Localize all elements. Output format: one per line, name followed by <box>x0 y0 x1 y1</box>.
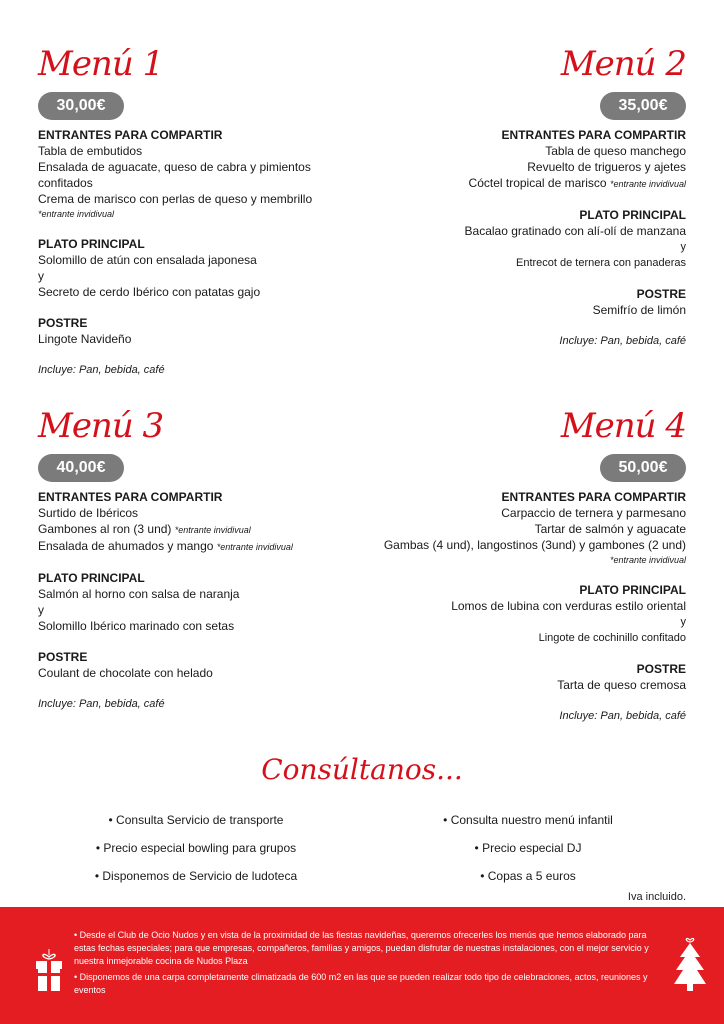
starters-heading: ENTRANTES PARA COMPARTIR <box>501 490 686 504</box>
consult-list-right <box>347 812 709 896</box>
christmas-tree-icon <box>672 937 708 998</box>
dessert-heading: POSTRE <box>38 316 88 330</box>
dish: Cóctel tropical de marisco <box>468 176 607 190</box>
main-heading: PLATO PRINCIPAL <box>579 208 686 222</box>
dish: Semifrío de limón <box>592 303 686 317</box>
footer-paragraph: • Disponemos de una carpa completamente climatizada de 600 m2 en las que se pueden realizar todo tipo de celebraciones, actos, reuniones y eventos <box>74 972 648 995</box>
main-heading: PLATO PRINCIPAL <box>579 583 686 597</box>
includes-text: Incluye: Pan, bebida, café <box>38 698 165 710</box>
individual-note: *entrante invidivual <box>38 209 115 219</box>
individual-note: *entrante invidivual <box>609 179 686 189</box>
dish: Solomillo Ibérico marinado con setas <box>38 619 235 633</box>
individual-note: *entrante invidivual <box>174 525 251 535</box>
menu-1 <box>38 44 338 378</box>
dish: Lingote Navideño <box>38 332 132 346</box>
footer-banner <box>0 907 724 1024</box>
dish: Gambas (4 und), langostinos (3und) y gambones (2 und) <box>383 538 686 552</box>
dish: Solomillo de atún con ensalada japonesa <box>38 253 257 267</box>
consult-item: • Precio especial bowling para grupos <box>95 841 297 855</box>
footer-paragraph: • Desde el Club de Ocio Nudos y en vista de la proximidad de las fiestas navideñas, queremos ofrecerles los menús que hemos elaborado para estas fechas especiales; para que empresas, compañeros, familias y amigos, puedan disfrutar de nuestras instalaciones, con el mejor servicio y nuestra inmejorable cocina de Nudos Plaza <box>74 930 649 966</box>
price-badge: 50,00€ <box>600 454 686 482</box>
conjunction: y <box>38 603 44 617</box>
dish: Carpaccio de ternera y parmesano <box>501 506 686 520</box>
includes-text: Incluye: Pan, bebida, café <box>559 710 686 722</box>
consult-item: • Consulta Servicio de transporte <box>108 813 284 827</box>
dish: Gambones al ron (3 und) <box>38 522 172 536</box>
dish: Ensalada de ahumados y mango <box>38 539 214 553</box>
dish: Tarta de queso cremosa <box>557 678 686 692</box>
price-badge: 40,00€ <box>38 454 124 482</box>
menu-title: Menú 3 <box>38 406 164 446</box>
dish: Lomos de lubina con verduras estilo oriental <box>451 599 686 613</box>
menu-title: Menú 2 <box>560 44 686 84</box>
consult-item: • Precio especial DJ <box>474 841 582 855</box>
dessert-heading: POSTRE <box>38 650 88 664</box>
dessert-heading: POSTRE <box>636 287 686 301</box>
includes-text: Incluye: Pan, bebida, café <box>559 335 686 347</box>
individual-note: *entrante invidivual <box>609 555 686 565</box>
price-badge: 35,00€ <box>600 92 686 120</box>
dessert-heading: POSTRE <box>636 662 686 676</box>
individual-note: *entrante invidivual <box>216 542 293 552</box>
dish-with-note <box>386 175 686 192</box>
menu-title: Menú 4 <box>560 406 686 446</box>
dish: Bacalao gratinado con alí-olí de manzana <box>464 224 686 238</box>
menu-4 <box>366 406 686 724</box>
dish: Tabla de embutidos <box>38 144 143 158</box>
dish: Entrecot de ternera con panaderas <box>515 257 686 269</box>
footer-text <box>74 929 652 1000</box>
conjunction: y <box>680 616 686 628</box>
conjunction: y <box>38 269 44 283</box>
iva-note: Iva incluido. <box>627 891 686 903</box>
main-heading: PLATO PRINCIPAL <box>38 237 145 251</box>
consult-item: • Disponemos de Servicio de ludoteca <box>94 869 298 883</box>
dish: Crema de marisco con perlas de queso y membrillo <box>38 192 313 206</box>
consult-list-left <box>15 812 377 896</box>
dish: Lingote de cochinillo confitado <box>538 632 686 644</box>
dish: Secreto de cerdo Ibérico con patatas gajo <box>38 285 261 299</box>
dish: Coulant de chocolate con helado <box>38 666 213 680</box>
includes-text: Incluye: Pan, bebida, café <box>38 364 165 376</box>
price-badge: 30,00€ <box>38 92 124 120</box>
dish: Tabla de queso manchego <box>545 144 686 158</box>
menu-2 <box>386 44 686 349</box>
conjunction: y <box>680 241 686 253</box>
consult-item: • Copas a 5 euros <box>480 869 576 883</box>
dish: Surtido de Ibéricos <box>38 506 139 520</box>
dish-with-note <box>38 538 338 555</box>
menu-3 <box>38 406 338 712</box>
starters-heading: ENTRANTES PARA COMPARTIR <box>38 490 223 504</box>
main-heading: PLATO PRINCIPAL <box>38 571 145 585</box>
dish: Ensalada de aguacate, queso de cabra y pimientos confitados <box>38 160 311 190</box>
dish: Salmón al horno con salsa de naranja <box>38 587 240 601</box>
menu-title: Menú 1 <box>38 44 164 84</box>
starters-heading: ENTRANTES PARA COMPARTIR <box>38 128 223 142</box>
dish: Revuelto de trigueros y ajetes <box>527 160 686 174</box>
starters-heading: ENTRANTES PARA COMPARTIR <box>501 128 686 142</box>
gift-box-icon <box>34 949 64 1000</box>
dish: Tartar de salmón y aguacate <box>534 522 686 536</box>
dish-with-note <box>38 521 338 538</box>
consult-title: Consúltanos... <box>261 753 463 786</box>
consult-item: • Consulta nuestro menú infantil <box>443 813 613 827</box>
